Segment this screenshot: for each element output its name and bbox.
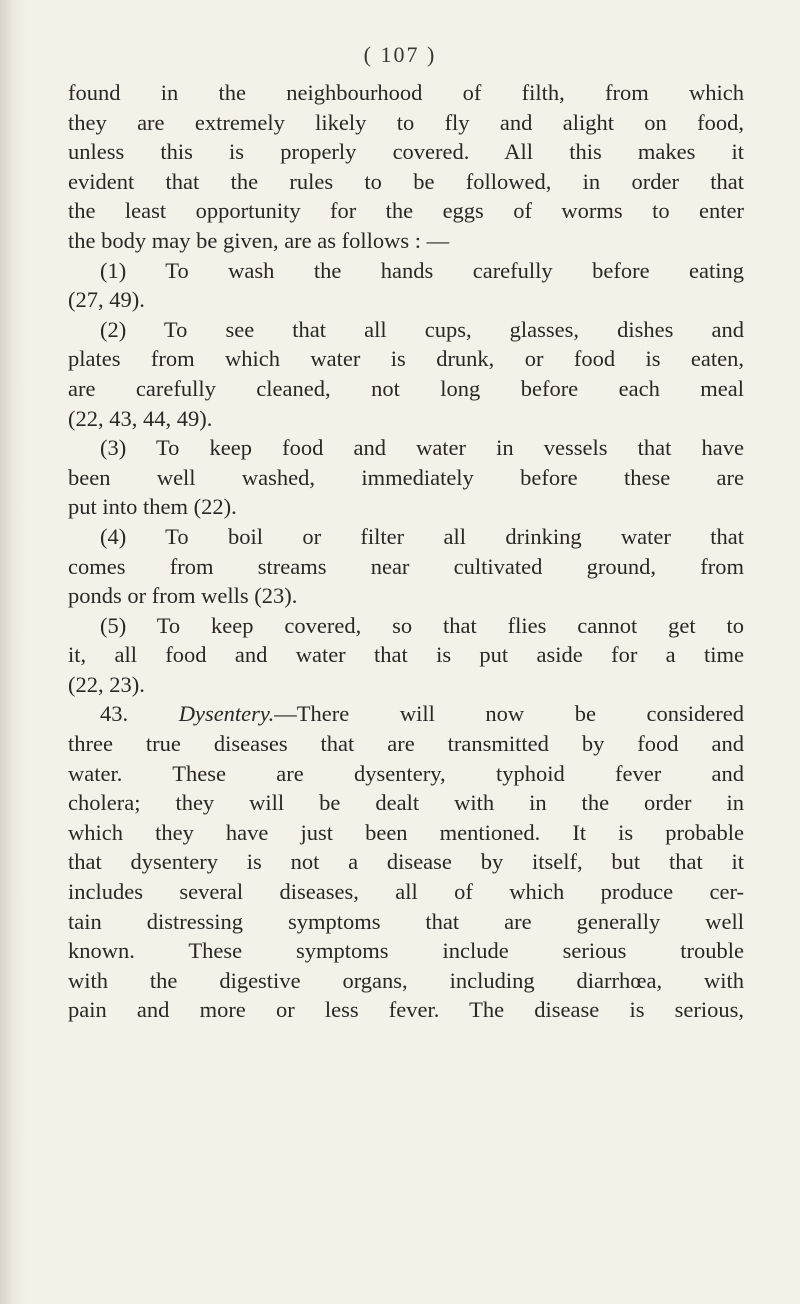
rule-5-line: (5) To keep covered, so that flies cannot get to <box>100 612 744 638</box>
text-line: plates from which water is drunk, or food is eaten, <box>68 346 744 372</box>
text-line: been well washed, immediately before these are <box>68 464 744 490</box>
text-line: tain distressing symptoms that are generally well <box>68 908 744 934</box>
text-line: evident that the rules to be followed, in order that <box>68 168 744 194</box>
text-line: unless this is properly covered. All this makes it <box>68 139 744 165</box>
rule-1-refs: (27, 49). <box>68 287 145 313</box>
text-line: known. These symptoms include serious trouble <box>68 938 744 964</box>
section-title: Dysentery. <box>178 701 275 727</box>
section-number: 43. <box>100 701 129 727</box>
section-heading-line <box>68 699 744 729</box>
body-text <box>68 78 744 1025</box>
page-number: ( 107 ) <box>363 42 437 67</box>
text-line: are carefully cleaned, not long before each meal <box>68 375 744 401</box>
text-line: pain and more or less fever. The disease is serious, <box>68 997 744 1023</box>
text-line: with the digestive organs, including diarrhœa, with <box>68 967 744 993</box>
text-line: water. These are dysentery, typhoid fever and <box>68 760 744 786</box>
rule-4-line: (4) To boil or filter all drinking water that <box>100 523 744 549</box>
text-line: the least opportunity for the eggs of worms to enter <box>68 198 744 224</box>
text-line: includes several diseases, all of which produce cer- <box>68 879 744 905</box>
rule-2-line: (2) To see that all cups, glasses, dishes and <box>100 316 744 342</box>
rule-5-refs: (22, 23). <box>68 671 145 697</box>
text-line: found in the neighbourhood of filth, from which <box>68 80 744 105</box>
text-line: it, all food and water that is put aside for a time <box>68 642 744 668</box>
text-line: that dysentery is not a disease by itself, but that it <box>68 849 744 875</box>
section-lead: —There will now be considered <box>274 701 744 727</box>
rule-2-refs: (22, 43, 44, 49). <box>68 405 213 431</box>
text-line: the body may be given, are as follows : — <box>68 227 450 253</box>
text-line: they are extremely likely to fly and alight on food, <box>68 109 744 135</box>
rule-3-line: (3) To keep food and water in vessels that have <box>100 435 744 461</box>
text-line: comes from streams near cultivated ground, from <box>68 553 744 579</box>
rule-4-refs: ponds or from wells (23). <box>68 583 298 609</box>
rule-1-line: (1) To wash the hands carefully before eating <box>100 257 744 283</box>
rule-3-refs: put into them (22). <box>68 494 237 520</box>
text-line: cholera; they will be dealt with in the order in <box>68 790 744 816</box>
text-line: three true diseases that are transmitted by food and <box>68 731 744 757</box>
text-line: which they have just been mentioned. It is probable <box>68 819 744 845</box>
